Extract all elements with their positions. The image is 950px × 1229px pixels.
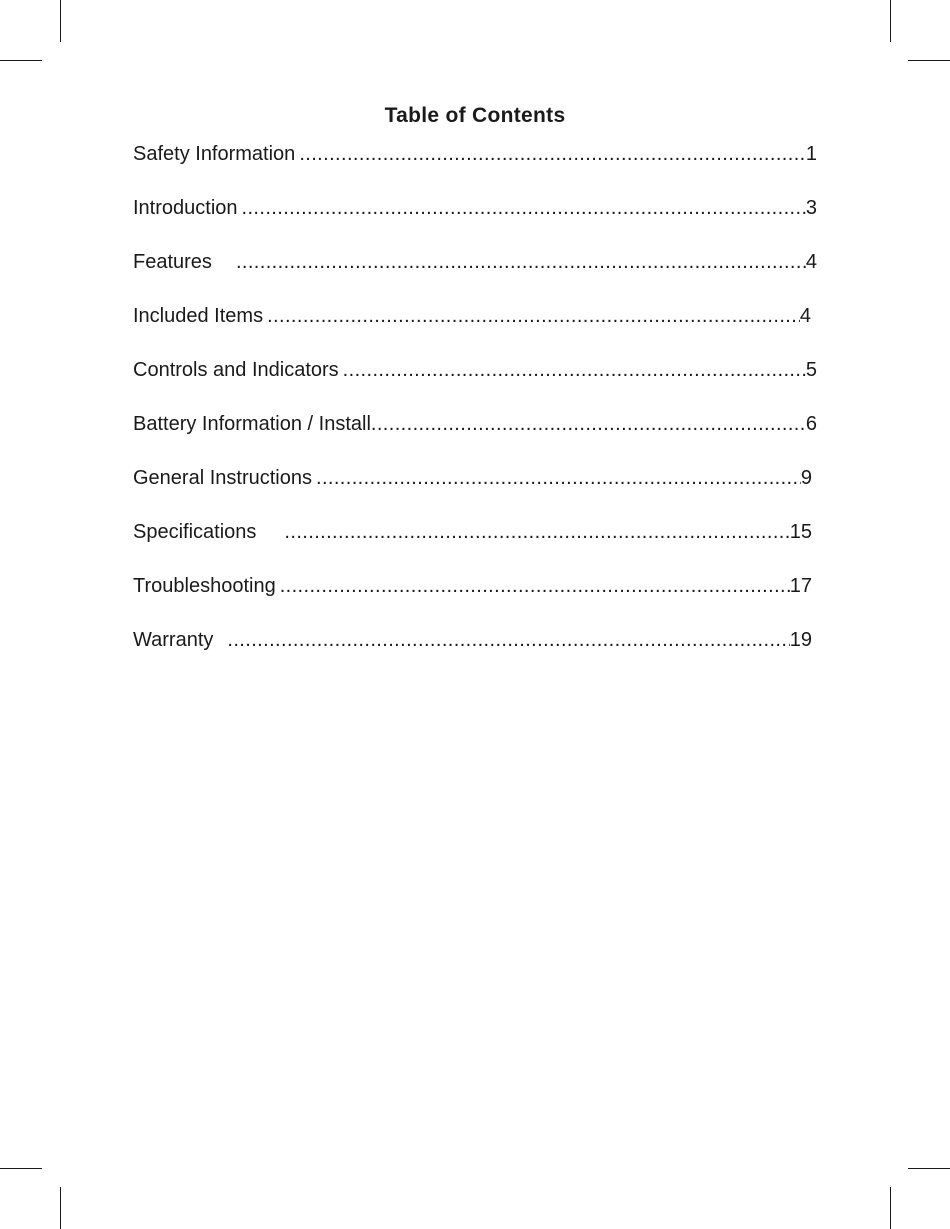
toc-entry-page: 5	[805, 359, 817, 381]
toc-entry-label: Introduction	[133, 197, 238, 219]
toc-dot-leader	[295, 140, 806, 168]
toc-dot-leader	[276, 572, 790, 600]
toc-entry-included-items[interactable]	[133, 302, 811, 330]
toc-entry-controls-and-indicators[interactable]	[133, 356, 817, 384]
crop-mark-top-right-vertical	[890, 0, 891, 42]
toc-entry-specifications[interactable]	[133, 518, 812, 546]
toc-dot-leader	[312, 464, 801, 492]
toc-entry-battery-information-install[interactable]	[133, 410, 817, 438]
crop-mark-bottom-right-vertical	[890, 1187, 891, 1229]
toc-dot-leader	[263, 302, 800, 330]
toc-entry-features[interactable]	[133, 248, 817, 276]
crop-mark-bottom-right-horizontal	[908, 1168, 950, 1169]
toc-entry-label: Battery Information / Install	[133, 413, 371, 435]
toc-entry-page: 9	[800, 467, 812, 489]
toc-entry-label: Included Items	[133, 305, 264, 327]
toc-entry-page: 17	[789, 575, 812, 597]
toc-entry-warranty[interactable]	[133, 626, 812, 654]
toc-entry-label: General Instructions	[133, 467, 312, 489]
toc-entry-safety-information[interactable]	[133, 140, 817, 168]
toc-dot-leader	[280, 518, 789, 546]
toc-dot-leader	[339, 356, 806, 384]
crop-mark-bottom-left-vertical	[60, 1187, 61, 1229]
toc-dot-leader	[238, 194, 806, 222]
toc-entry-label: Troubleshooting	[133, 575, 276, 597]
toc-entry-label: Features	[133, 251, 212, 273]
toc-entry-page: 19	[789, 629, 812, 651]
toc-dot-leader	[223, 626, 789, 654]
toc-entry-page: 4	[805, 251, 817, 273]
toc-entry-page: 6	[805, 413, 817, 435]
crop-mark-top-right-horizontal	[908, 60, 950, 61]
toc-entry-label: Safety Information	[133, 143, 296, 165]
toc-dot-leader	[232, 248, 806, 276]
toc-entry-page: 3	[805, 197, 817, 219]
toc-dot-leader	[371, 410, 806, 438]
toc-entry-page: 1	[805, 143, 817, 165]
toc-entry-introduction[interactable]	[133, 194, 817, 222]
toc-entry-page: 15	[789, 521, 812, 543]
toc-entry-troubleshooting[interactable]	[133, 572, 812, 600]
crop-mark-bottom-left-horizontal	[0, 1168, 42, 1169]
toc-entry-label: Specifications	[133, 521, 257, 543]
toc-entry-general-instructions[interactable]	[133, 464, 812, 492]
toc-entry-label: Warranty	[133, 629, 214, 651]
crop-mark-top-left-vertical	[60, 0, 61, 42]
page-title: Table of Contents	[384, 104, 566, 127]
toc-entry-label: Controls and Indicators	[133, 359, 339, 381]
toc-entry-page: 4	[799, 305, 811, 327]
crop-mark-top-left-horizontal	[0, 60, 42, 61]
